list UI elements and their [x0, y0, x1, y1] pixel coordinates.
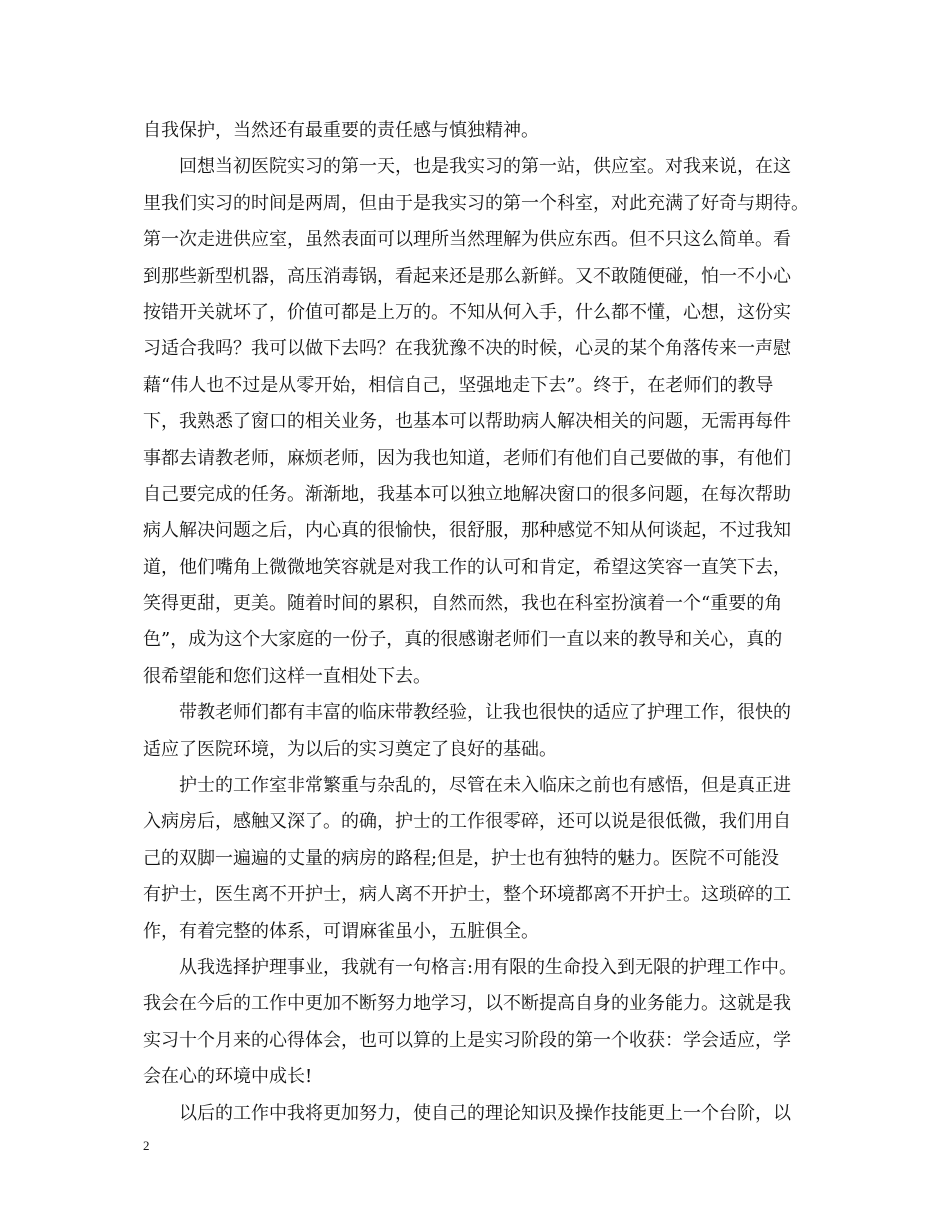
text-line: 里我们实习的时间是两周，但由于是我实习的第一个科室，对此充满了好奇与期待。: [143, 192, 809, 214]
text-line: 入病房后，感触又深了。的确，护士的工作很零碎，还可以说是很低微，我们用自: [143, 811, 791, 833]
page-number: 2: [143, 1138, 150, 1153]
text-line: 按错开关就坏了，价值可都是上万的。不知从何入手，什么都不懂，心想，这份实: [143, 301, 791, 323]
text-line: 会在心的环境中成长!: [143, 1066, 313, 1088]
text-line: 道，他们嘴角上微微地笑容就是对我工作的认可和肯定，希望这笑容一直笑下去，: [143, 556, 791, 578]
text-line: 带教老师们都有丰富的临床带教经验，让我也很快的适应了护理工作，很快的: [179, 702, 791, 724]
text-line: 很希望能和您们这样一直相处下去。: [143, 665, 431, 687]
text-line: 以后的工作中我将更加努力，使自己的理论知识及操作技能更上一个台阶，以: [179, 1102, 791, 1124]
text-line: 自我保护，当然还有最重要的责任感与慎独精神。: [143, 120, 539, 141]
document-body: [143, 113, 823, 1132]
text-line: 笑得更甜，更美。随着时间的累积，自然而然，我也在科室扮演着一个“重要的角: [143, 593, 783, 615]
text-line: 作，有着完整的体系，可谓麻雀虽小，五脏俱全。: [143, 920, 539, 942]
text-line: 到那些新型机器，高压消毒锅，看起来还是那么新鲜。又不敢随便碰，怕一不小心: [143, 265, 791, 287]
text-line: 色”，成为这个大家庭的一份子，真的很感谢老师们一直以来的教导和关心，真的: [143, 629, 783, 651]
text-line: 从我选择护理事业，我就有一句格言:用有限的生命投入到无限的护理工作中。: [179, 956, 798, 978]
text-line: 藉“伟人也不过是从零开始，相信自己，坚强地走下去”。终于，在老师们的教导: [143, 374, 774, 396]
text-line: 我会在今后的工作中更加不断努力地学习，以不断提高自身的业务能力。这就是我: [143, 993, 791, 1015]
text-line: 第一次走进供应室，虽然表面可以理所当然理解为供应东西。但不只这么简单。看: [143, 229, 791, 251]
text-line: 实习十个月来的心得体会，也可以算的上是实习阶段的第一个收获：学会适应，学: [143, 1029, 791, 1051]
text-line: 适应了医院环境，为以后的实习奠定了良好的基础。: [143, 738, 557, 760]
text-line: 己的双脚一遍遍的丈量的病房的路程;但是，护士也有独特的魅力。医院不可能没: [143, 847, 780, 869]
text-line: 护士的工作室非常繁重与杂乱的，尽管在未入临床之前也有感悟，但是真正进: [179, 775, 791, 797]
text-line: 习适合我吗？我可以做下去吗？在我犹豫不决的时候，心灵的某个角落传来一声慰: [143, 338, 791, 360]
text-line: 病人解决问题之后，内心真的很愉快，很舒服，那种感觉不知从何谈起，不过我知: [143, 520, 791, 542]
text-line: 有护士，医生离不开护士，病人离不开护士，整个环境都离不开护士。这琐碎的工: [143, 884, 791, 906]
text-line: 下，我熟悉了窗口的相关业务，也基本可以帮助病人解决相关的问题，无需再每件: [143, 411, 791, 433]
text-line: 回想当初医院实习的第一天，也是我实习的第一站，供应室。对我来说，在这: [179, 156, 791, 178]
text-line: 事都去请教老师，麻烦老师，因为我也知道，老师们有他们自己要做的事，有他们: [143, 447, 791, 469]
text-line: 自己要完成的任务。渐渐地，我基本可以独立地解决窗口的很多问题，在每次帮助: [143, 483, 791, 505]
